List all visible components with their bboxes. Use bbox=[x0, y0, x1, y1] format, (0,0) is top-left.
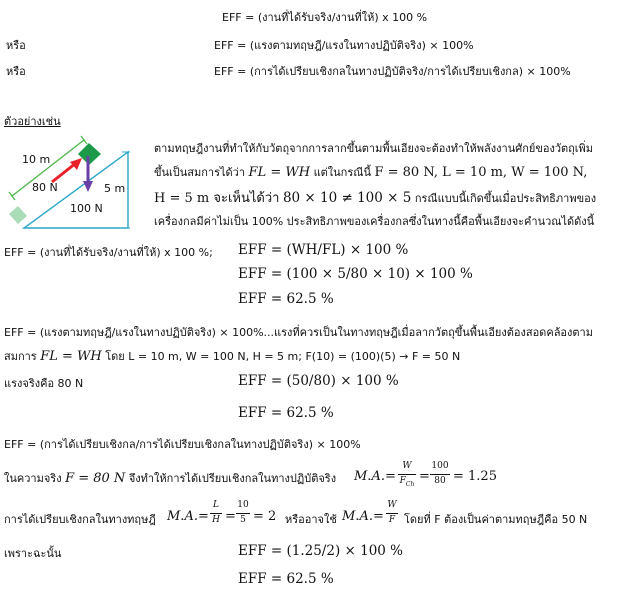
method3-or-use: หรืออาจใช้ bbox=[285, 513, 337, 526]
method1-eq2: EFF = (100 × 5/80 × 10) × 100 % bbox=[238, 266, 473, 282]
ma-frac2-num: 100 bbox=[431, 461, 449, 471]
box-bottom bbox=[9, 206, 27, 224]
height-label: 5 m bbox=[104, 182, 126, 195]
method1-label: EFF = (งานที่ได้รับจริง/งานที่ให้) x 100 %; bbox=[4, 246, 213, 259]
method2-eq2: EFF = 62.5 % bbox=[238, 405, 334, 421]
method3-eq2: EFF = 62.5 % bbox=[238, 571, 334, 587]
weight-label: 100 N bbox=[70, 202, 103, 215]
ma-frac2-bar bbox=[430, 474, 450, 475]
weight-arrow-head bbox=[83, 181, 93, 192]
ma-label-actual: M.A.= bbox=[354, 469, 396, 484]
length-tick-right bbox=[81, 136, 87, 144]
force-arrow-shaft bbox=[52, 163, 76, 182]
method2-eq1: EFF = (50/80) × 100 % bbox=[238, 373, 399, 389]
method1-eq1: EFF = (WH/FL) × 100 % bbox=[238, 242, 409, 258]
ma-frac5-bar bbox=[386, 513, 398, 514]
method3-therefore: เพราะฉะนั้น bbox=[4, 547, 62, 560]
ma-frac4-bar bbox=[236, 513, 250, 514]
length-tick-left bbox=[9, 192, 15, 200]
ma-frac1-num: W bbox=[402, 461, 412, 471]
example-para-line1: ตามทฤษฎีงานที่ทำให้กับวัตถุจากการลากขึ้นตามพื้นเอียงจะต้องทำให้พลังงานศักย์ของวัตถุเพิ่ม bbox=[154, 142, 594, 155]
method2-line3: แรงจริงคือ 80 N bbox=[4, 377, 84, 390]
ma-frac4-num: 10 bbox=[237, 500, 249, 510]
ma-result-theory: = 2 bbox=[253, 509, 277, 524]
ma-eq-sign: = bbox=[419, 469, 430, 484]
ma-frac1-den: $F_{Ch}$ bbox=[399, 476, 415, 488]
ma-frac2-den: 80 bbox=[434, 476, 446, 486]
ma-frac1-bar bbox=[398, 474, 416, 475]
method2-line2: สมการ FL = WH โดย L = 10 m, W = 100 N, H = 5 m; F(10) = (100)(5) → F = 50 N bbox=[4, 349, 461, 364]
example-para-line4: เครื่องกลมีค่าไม่เป็น 100% ประสิทธิภาพของเครื่องกลซึ่งในทางนี้คือพื้นเอียงจะคำนวณได้ดังนี้ bbox=[154, 215, 595, 228]
method3-line2: ในความจริง F = 80 N จึงทำให้การได้เปรียบเชิงกลในทางปฏิบัติจริง bbox=[4, 471, 337, 486]
ma-result-actual: = 1.25 bbox=[453, 469, 497, 484]
header-or-1: หรือ bbox=[6, 39, 26, 52]
header-or-2: หรือ bbox=[6, 65, 26, 78]
example-para-line3: H = 5 m จะเห็นได้ว่า 80 × 10 ≠ 100 × 5 กรณีแบบนี้เกิดขึ้นเมื่อประสิทธิภาพของ bbox=[154, 190, 597, 206]
ma-frac3-bar bbox=[210, 513, 222, 514]
header-formula-3: EFF = (การได้เปรียบเชิงกลในทางปฏิบัติจริง/การได้เปรียบเชิงกล) × 100% bbox=[214, 65, 571, 78]
header-formula-1: EFF = (งานที่ได้รับจริง/งานที่ให้) x 100 % bbox=[222, 11, 428, 24]
ma-label-alt: M.A.= bbox=[342, 509, 384, 524]
method3-line3-label: การได้เปรียบเชิงกลในทางทฤษฎี bbox=[4, 513, 156, 526]
method3-eq1: EFF = (1.25/2) × 100 % bbox=[238, 543, 403, 559]
example-heading: ตัวอย่างเช่น bbox=[4, 115, 61, 128]
length-label: 10 m bbox=[22, 153, 51, 166]
ma-frac5-num: W bbox=[387, 500, 397, 510]
ma-label-theory: M.A.= bbox=[167, 509, 209, 524]
ma-frac5-den: F bbox=[388, 515, 396, 525]
method2-line1: EFF = (แรงตามทฤษฎี/แรงในทางปฏิบัติจริง) × 100%...แรงที่ควรเป็นในทางทฤษฎีเมื่อลากวัตถุขึ้นพื้นเอียงต้องสอดคล้องตาม bbox=[4, 326, 593, 339]
incline-diagram bbox=[0, 126, 150, 238]
ma-frac4-den: 5 bbox=[240, 515, 246, 525]
example-para-line2: ขึ้นเป็นสมการได้ว่า FL = WH แต่ในกรณีนี้ F = 80 N, L = 10 m, W = 100 N, bbox=[154, 165, 588, 180]
method3-line1: EFF = (การได้เปรียบเชิงกล/การได้เปรียบเชิงกลในทางปฏิบัติจริง) × 100% bbox=[4, 438, 361, 451]
ma-eq-sign-2: = bbox=[225, 509, 236, 524]
ma-frac3-num: L bbox=[213, 500, 219, 510]
ma-frac3-den: H bbox=[212, 515, 220, 525]
method3-line3-note: โดยที่ F ต้องเป็นค่าตามทฤษฎีคือ 50 N bbox=[404, 513, 588, 526]
method1-eq3: EFF = 62.5 % bbox=[238, 291, 334, 307]
force-label: 80 N bbox=[32, 181, 58, 194]
header-formula-2: EFF = (แรงตามทฤษฎี/แรงในทางปฏิบัติจริง) × 100% bbox=[214, 39, 474, 52]
